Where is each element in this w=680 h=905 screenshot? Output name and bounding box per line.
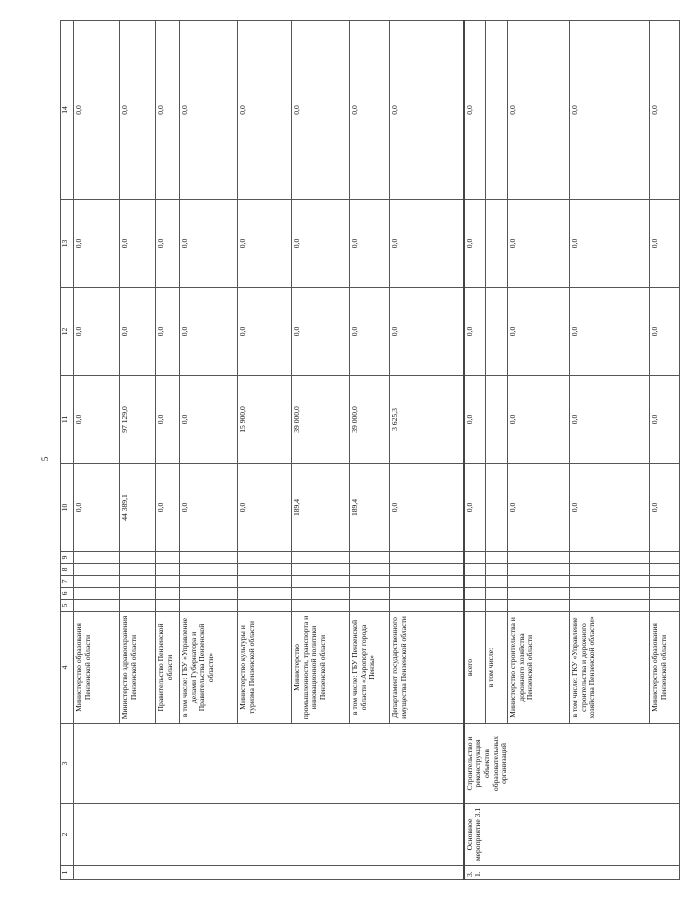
value-col-5 xyxy=(570,600,650,612)
executor-cell: в том числе: ГБУ Пензенской области «Аэропорт города Пензы» xyxy=(350,612,390,724)
value-col-13 xyxy=(486,200,508,288)
value-col-8 xyxy=(570,564,650,576)
executor-cell: Департамент государственного имущества Пензенской области xyxy=(390,612,464,724)
value-col-10: 0,0 xyxy=(390,464,464,552)
value-col-11: 39 000,0 xyxy=(350,376,390,464)
value-col-14: 0,0 xyxy=(650,21,680,200)
value-col-5 xyxy=(486,600,508,612)
value-col-14: 0,0 xyxy=(238,21,292,200)
value-col-7 xyxy=(180,576,238,588)
column-number-1: 1 xyxy=(61,866,74,880)
value-col-9 xyxy=(74,552,120,564)
value-col-8 xyxy=(650,564,680,576)
executor-cell: Министерство образования Пензенской области xyxy=(650,612,680,724)
value-col-7 xyxy=(464,576,486,588)
value-col-5 xyxy=(650,600,680,612)
executor-cell: Министерство образования Пензенской области xyxy=(74,612,120,724)
value-col-14: 0,0 xyxy=(464,21,486,200)
value-col-6 xyxy=(120,588,156,600)
measure-description-cell: Строительство и реконструкция объектов образовательных организаций xyxy=(464,724,680,804)
value-col-11: 0,0 xyxy=(464,376,486,464)
value-col-8 xyxy=(390,564,464,576)
value-col-7 xyxy=(238,576,292,588)
value-col-14: 0,0 xyxy=(156,21,180,200)
value-col-13: 0,0 xyxy=(350,200,390,288)
value-col-13: 0,0 xyxy=(156,200,180,288)
value-col-7 xyxy=(390,576,464,588)
value-col-7 xyxy=(156,576,180,588)
value-col-7 xyxy=(120,576,156,588)
value-col-12: 0,0 xyxy=(74,288,120,376)
column-number-11: 11 xyxy=(61,376,74,464)
executor-cell: Министерство строительства и дорожного хозяйства Пензенской области xyxy=(508,612,570,724)
value-col-9 xyxy=(180,552,238,564)
rotated-table-wrapper xyxy=(60,20,668,880)
executor-cell: Министерство культуры и туризма Пензенской области xyxy=(238,612,292,724)
column-number-9: 9 xyxy=(61,552,74,564)
value-col-12: 0,0 xyxy=(390,288,464,376)
value-col-13: 0,0 xyxy=(390,200,464,288)
row-number-cell xyxy=(74,866,464,880)
table-row xyxy=(464,21,486,880)
value-col-5 xyxy=(350,600,390,612)
value-col-12: 0,0 xyxy=(508,288,570,376)
value-col-6 xyxy=(390,588,464,600)
value-col-7 xyxy=(650,576,680,588)
value-col-5 xyxy=(180,600,238,612)
value-col-10: 189,4 xyxy=(350,464,390,552)
column-number-14: 14 xyxy=(61,21,74,200)
value-col-13: 0,0 xyxy=(74,200,120,288)
value-col-6 xyxy=(74,588,120,600)
value-col-8 xyxy=(180,564,238,576)
column-number-10: 10 xyxy=(61,464,74,552)
value-col-12: 0,0 xyxy=(292,288,350,376)
executor-cell: в том числе: ГБУ «Управление делами Губернатора и Правительства Пензенской области» xyxy=(180,612,238,724)
value-col-6 xyxy=(486,588,508,600)
value-col-7 xyxy=(508,576,570,588)
executor-cell: в том числе: xyxy=(486,612,508,724)
value-col-6 xyxy=(508,588,570,600)
value-col-12: 0,0 xyxy=(156,288,180,376)
measure-description-cell xyxy=(74,724,464,804)
value-col-11: 0,0 xyxy=(508,376,570,464)
value-col-9 xyxy=(570,552,650,564)
value-col-8 xyxy=(156,564,180,576)
page-number: 5 xyxy=(40,456,50,462)
value-col-11: 0,0 xyxy=(180,376,238,464)
column-number-7: 7 xyxy=(61,576,74,588)
value-col-14 xyxy=(486,21,508,200)
value-col-13: 0,0 xyxy=(120,200,156,288)
value-col-7 xyxy=(74,576,120,588)
measure-name-cell: Основное мероприятие 3.1 xyxy=(464,804,680,866)
value-col-10: 0,0 xyxy=(238,464,292,552)
value-col-9 xyxy=(486,552,508,564)
value-col-10: 0,0 xyxy=(650,464,680,552)
value-col-14: 0,0 xyxy=(74,21,120,200)
value-col-5 xyxy=(120,600,156,612)
value-col-10: 189,4 xyxy=(292,464,350,552)
value-col-5 xyxy=(156,600,180,612)
value-col-8 xyxy=(120,564,156,576)
value-col-6 xyxy=(464,588,486,600)
value-col-13: 0,0 xyxy=(180,200,238,288)
column-number-4: 4 xyxy=(61,612,74,724)
executor-cell: Правительство Пензенской области xyxy=(156,612,180,724)
value-col-14: 0,0 xyxy=(292,21,350,200)
value-col-9 xyxy=(238,552,292,564)
value-col-13: 0,0 xyxy=(650,200,680,288)
column-number-12: 12 xyxy=(61,288,74,376)
value-col-14: 0,0 xyxy=(508,21,570,200)
value-col-6 xyxy=(650,588,680,600)
value-col-12: 0,0 xyxy=(464,288,486,376)
value-col-9 xyxy=(390,552,464,564)
value-col-10: 0,0 xyxy=(570,464,650,552)
value-col-6 xyxy=(570,588,650,600)
value-col-7 xyxy=(292,576,350,588)
value-col-11: 0,0 xyxy=(74,376,120,464)
value-col-10: 0,0 xyxy=(464,464,486,552)
value-col-9 xyxy=(350,552,390,564)
value-col-13: 0,0 xyxy=(570,200,650,288)
value-col-9 xyxy=(292,552,350,564)
budget-table xyxy=(60,20,680,880)
value-col-8 xyxy=(74,564,120,576)
value-col-9 xyxy=(508,552,570,564)
value-col-14: 0,0 xyxy=(120,21,156,200)
value-col-12: 0,0 xyxy=(650,288,680,376)
value-col-12: 0,0 xyxy=(238,288,292,376)
value-col-7 xyxy=(350,576,390,588)
value-col-8 xyxy=(508,564,570,576)
row-number-cell: 3.1. xyxy=(464,866,680,880)
value-col-11: 39 000,0 xyxy=(292,376,350,464)
value-col-12: 0,0 xyxy=(350,288,390,376)
value-col-6 xyxy=(238,588,292,600)
value-col-13: 0,0 xyxy=(238,200,292,288)
value-col-9 xyxy=(120,552,156,564)
value-col-8 xyxy=(464,564,486,576)
value-col-6 xyxy=(180,588,238,600)
value-col-11: 97 129,0 xyxy=(120,376,156,464)
value-col-10: 0,0 xyxy=(180,464,238,552)
executor-cell: Министерство промышленности, транспорта и инновационной политики Пензенской области xyxy=(292,612,350,724)
value-col-12: 0,0 xyxy=(120,288,156,376)
column-number-row xyxy=(61,21,74,880)
value-col-6 xyxy=(350,588,390,600)
value-col-8 xyxy=(292,564,350,576)
value-col-5 xyxy=(292,600,350,612)
value-col-11: 0,0 xyxy=(570,376,650,464)
column-number-6: 6 xyxy=(61,588,74,600)
value-col-11: 0,0 xyxy=(156,376,180,464)
value-col-8 xyxy=(238,564,292,576)
value-col-8 xyxy=(350,564,390,576)
value-col-5 xyxy=(508,600,570,612)
value-col-13: 0,0 xyxy=(508,200,570,288)
measure-name-cell xyxy=(74,804,464,866)
value-col-9 xyxy=(464,552,486,564)
column-number-8: 8 xyxy=(61,564,74,576)
table-row xyxy=(74,21,120,880)
value-col-6 xyxy=(156,588,180,600)
value-col-11 xyxy=(486,376,508,464)
value-col-5 xyxy=(390,600,464,612)
column-number-5: 5 xyxy=(61,600,74,612)
value-col-10 xyxy=(486,464,508,552)
executor-cell: всего xyxy=(464,612,486,724)
value-col-14: 0,0 xyxy=(390,21,464,200)
value-col-9 xyxy=(156,552,180,564)
value-col-14: 0,0 xyxy=(350,21,390,200)
value-col-5 xyxy=(464,600,486,612)
value-col-10: 0,0 xyxy=(156,464,180,552)
value-col-14: 0,0 xyxy=(180,21,238,200)
column-number-3: 3 xyxy=(61,724,74,804)
value-col-13: 0,0 xyxy=(464,200,486,288)
executor-cell: в том числе: ГКУ «Управление строительства и дорожного хозяйства Пензенской области» xyxy=(570,612,650,724)
value-col-11: 0,0 xyxy=(650,376,680,464)
value-col-10: 0,0 xyxy=(508,464,570,552)
value-col-8 xyxy=(486,564,508,576)
value-col-5 xyxy=(238,600,292,612)
executor-cell: Министерство здравоохранения Пензенской области xyxy=(120,612,156,724)
value-col-12 xyxy=(486,288,508,376)
value-col-11: 15 900,0 xyxy=(238,376,292,464)
value-col-10: 44 389,1 xyxy=(120,464,156,552)
value-col-10: 0,0 xyxy=(74,464,120,552)
value-col-7 xyxy=(486,576,508,588)
value-col-13: 0,0 xyxy=(292,200,350,288)
value-col-6 xyxy=(292,588,350,600)
value-col-9 xyxy=(650,552,680,564)
value-col-5 xyxy=(74,600,120,612)
column-number-13: 13 xyxy=(61,200,74,288)
value-col-7 xyxy=(570,576,650,588)
column-number-2: 2 xyxy=(61,804,74,866)
value-col-12: 0,0 xyxy=(570,288,650,376)
value-col-11: 3 625,3 xyxy=(390,376,464,464)
value-col-12: 0,0 xyxy=(180,288,238,376)
value-col-14: 0,0 xyxy=(570,21,650,200)
